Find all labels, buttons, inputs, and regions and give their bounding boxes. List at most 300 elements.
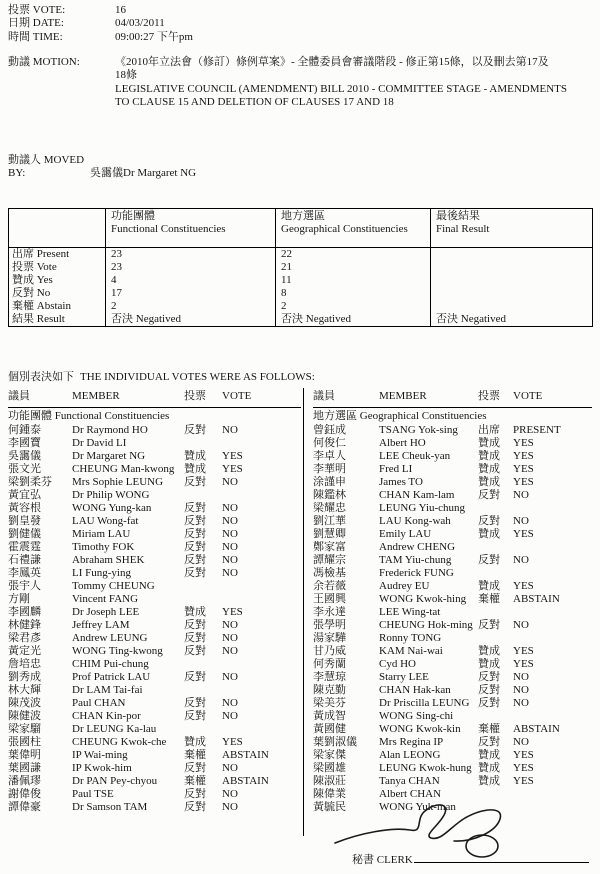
summary-row [9, 274, 593, 287]
member-vote-en: NO [222, 567, 238, 579]
member-vote-zh: 反對 [184, 424, 206, 436]
member-vote-row [8, 593, 301, 606]
member-name-zh: 鄭家富 [313, 541, 346, 553]
member-name-en: Dr Margaret NG [72, 450, 146, 462]
fc-header-en: Functional Constituencies [111, 223, 226, 235]
member-name-zh: 方剛 [8, 593, 30, 605]
member-vote-en: NO [513, 619, 529, 631]
member-name-zh: 石禮謙 [8, 554, 41, 566]
member-vote-row [313, 424, 592, 437]
member-name-en: Starry LEE [379, 671, 429, 683]
member-name-en: Prof Patrick LAU [72, 671, 151, 683]
member-name-zh: 劉秀成 [8, 671, 41, 683]
member-vote-zh: 棄權 [184, 775, 206, 787]
member-vote-zh: 反對 [478, 684, 500, 696]
member-name-zh: 劉江華 [313, 515, 346, 527]
votes-column-geographical [313, 390, 592, 814]
summary-fc-value: 17 [106, 287, 276, 300]
member-vote-row [8, 580, 301, 593]
fc-header-zh: 功能團體 [111, 210, 155, 222]
member-vote-row [8, 697, 301, 710]
member-vote-row [8, 658, 301, 671]
member-name-zh: 黃毓民 [313, 801, 346, 813]
member-vote-zh: 贊成 [478, 762, 500, 774]
member-vote-en: NO [222, 541, 238, 553]
member-name-en: Fred LI [379, 463, 413, 475]
member-vote-en: YES [222, 736, 243, 748]
member-vote-en [222, 684, 301, 697]
summary-final-value: 否決 Negatived [431, 313, 593, 327]
member-vote-zh: 贊成 [478, 749, 500, 761]
col-vote-en: VOTE [222, 390, 252, 402]
member-vote-zh: 反對 [184, 476, 206, 488]
member-vote-row [8, 619, 301, 632]
member-vote-en: NO [222, 788, 238, 800]
member-vote-en: NO [222, 645, 238, 657]
member-vote-en [222, 437, 301, 450]
motion-row [8, 56, 594, 110]
summary-header-gc [276, 209, 431, 248]
member-vote-zh [478, 632, 513, 645]
member-vote-en: NO [222, 528, 238, 540]
member-vote-row [8, 736, 301, 749]
member-vote-row [8, 476, 301, 489]
member-vote-en: NO [222, 762, 238, 774]
member-name-zh: 張國柱 [8, 736, 41, 748]
summary-final-value [431, 248, 593, 262]
member-name-en: Vincent FANG [72, 593, 139, 605]
member-vote-zh [184, 593, 222, 606]
member-vote-row [8, 567, 301, 580]
summary-gc-value: 21 [276, 261, 431, 274]
member-vote-zh: 贊成 [478, 437, 500, 449]
member-vote-en [513, 710, 592, 723]
summary-header-fc [106, 209, 276, 248]
member-vote-en: NO [513, 671, 529, 683]
member-name-en: Mrs Sophie LEUNG [72, 476, 164, 488]
member-vote-row [8, 502, 301, 515]
member-vote-en: YES [513, 580, 534, 592]
member-vote-row [8, 606, 301, 619]
member-name-zh: 譚耀宗 [313, 554, 346, 566]
member-name-en: CHAN Kin-por [72, 710, 141, 722]
col-vote-zh: 投票 [478, 390, 500, 402]
summary-table [8, 208, 593, 327]
member-name-zh: 梁耀忠 [313, 502, 346, 514]
member-vote-en [513, 606, 592, 619]
member-vote-en: NO [222, 710, 238, 722]
individual-votes-intro [8, 371, 315, 384]
member-vote-en: NO [222, 671, 238, 683]
member-name-zh: 馮檢基 [313, 567, 346, 579]
member-vote-row [8, 645, 301, 658]
member-vote-en: NO [513, 697, 529, 709]
member-vote-en [222, 723, 301, 736]
section-geographical-constituencies: 地方選區 Geographical Constituencies [313, 410, 487, 422]
member-name-en: CHEUNG Kwok-che [72, 736, 167, 748]
member-vote-en: YES [222, 463, 243, 475]
clerk-label: 秘書 CLERK [352, 854, 413, 866]
member-vote-en: YES [513, 450, 534, 462]
summary-gc-value: 11 [276, 274, 431, 287]
member-vote-zh: 反對 [478, 736, 500, 748]
member-name-en: Andrew CHENG [379, 541, 456, 553]
member-vote-zh [184, 489, 222, 502]
member-name-en: CHEUNG Man-kwong [72, 463, 175, 475]
member-name-zh: 霍震霆 [8, 541, 41, 553]
member-vote-zh: 贊成 [478, 476, 500, 488]
member-name-en: Tanya CHAN [379, 775, 440, 787]
member-vote-en: NO [222, 515, 238, 527]
member-name-zh: 陳健波 [8, 710, 41, 722]
member-vote-row [313, 554, 592, 567]
member-name-en: CHEUNG Hok-ming [379, 619, 473, 631]
final-header-zh: 最後結果 [436, 210, 480, 222]
member-vote-en: NO [222, 801, 238, 813]
clerk-signature-line [414, 851, 589, 863]
summary-header-row [9, 209, 593, 248]
member-name-zh: 梁美芬 [313, 697, 346, 709]
member-vote-row [8, 788, 301, 801]
member-vote-en: YES [513, 463, 534, 475]
member-name-zh: 謝偉俊 [8, 788, 41, 800]
member-vote-zh: 反對 [184, 788, 206, 800]
member-vote-en: NO [222, 697, 238, 709]
member-vote-en [222, 658, 301, 671]
member-vote-zh [478, 606, 513, 619]
col-member-en: MEMBER [72, 390, 120, 402]
member-vote-en: ABSTAIN [513, 593, 560, 605]
member-name-en: LAU Wong-fat [72, 515, 139, 527]
member-vote-en: NO [513, 684, 529, 696]
motion-text [115, 56, 594, 110]
member-name-zh: 王國興 [313, 593, 346, 605]
member-vote-row [313, 567, 592, 580]
member-name-en: Dr Priscilla LEUNG [379, 697, 470, 709]
summary-gc-value: 2 [276, 300, 431, 313]
member-vote-en: ABSTAIN [222, 775, 269, 787]
votes-right-header [313, 390, 592, 408]
member-vote-zh [478, 541, 513, 554]
member-name-zh: 何俊仁 [313, 437, 346, 449]
column-divider-line [303, 388, 304, 836]
date-row [8, 17, 193, 30]
member-name-zh: 葉偉明 [8, 749, 41, 761]
member-name-en: Ronny TONG [379, 632, 442, 644]
member-vote-zh [184, 684, 222, 697]
member-vote-row [313, 450, 592, 463]
member-name-zh: 黃成智 [313, 710, 346, 722]
member-name-en: Dr Joseph LEE [72, 606, 140, 618]
member-name-en: Abraham SHEK [72, 554, 145, 566]
member-vote-row [8, 775, 301, 788]
member-name-zh: 陳鑑林 [313, 489, 346, 501]
member-vote-en [513, 788, 592, 801]
member-vote-zh: 贊成 [478, 528, 500, 540]
member-vote-zh: 反對 [184, 762, 206, 774]
summary-row-label: 出席 Present [12, 248, 70, 260]
member-vote-zh: 反對 [184, 619, 206, 631]
member-name-zh: 曾鈺成 [313, 424, 346, 436]
motion-label: 動議 MOTION: [8, 56, 80, 68]
member-vote-row [313, 697, 592, 710]
member-vote-zh: 棄權 [478, 593, 500, 605]
member-name-en: WONG Yuk-man [379, 801, 456, 813]
member-name-zh: 黃宜弘 [8, 489, 41, 501]
member-vote-en: YES [513, 775, 534, 787]
member-name-zh: 葉國謙 [8, 762, 41, 774]
motion-en-line1: LEGISLATIVE COUNCIL (AMENDMENT) BILL 2010 - COMMITTEE STAGE - AMENDMENTS [115, 82, 568, 95]
member-name-zh: 李慧琼 [313, 671, 346, 683]
summary-row [9, 313, 593, 327]
member-name-zh: 余若薇 [313, 580, 346, 592]
member-name-zh: 何鍾泰 [8, 424, 41, 436]
member-vote-row [8, 450, 301, 463]
member-vote-row [8, 463, 301, 476]
member-name-zh: 詹培忠 [8, 658, 41, 670]
member-name-en: LI Fung-ying [72, 567, 131, 579]
member-name-en: Dr David LI [72, 437, 127, 449]
member-name-zh: 陳偉業 [313, 788, 346, 800]
member-vote-row [8, 632, 301, 645]
summary-final-value [431, 300, 593, 313]
member-name-en: Jeffrey LAM [72, 619, 130, 631]
member-name-en: Dr Samson TAM [72, 801, 148, 813]
member-vote-zh: 反對 [478, 619, 500, 631]
member-name-zh: 林大輝 [8, 684, 41, 696]
gc-header-zh: 地方選區 [281, 210, 325, 222]
member-vote-row [8, 801, 301, 814]
member-name-en: CHAN Kam-lam [379, 489, 455, 501]
member-vote-zh: 棄權 [478, 723, 500, 735]
member-vote-zh: 贊成 [478, 775, 500, 787]
member-name-en: Mrs Regina IP [379, 736, 444, 748]
member-name-zh: 陳茂波 [8, 697, 41, 709]
member-vote-zh: 贊成 [184, 463, 206, 475]
member-vote-en [513, 567, 592, 580]
member-name-en: LEUNG Yiu-chung [379, 502, 466, 514]
member-vote-row [8, 541, 301, 554]
summary-row [9, 261, 593, 274]
member-name-zh: 梁家騮 [8, 723, 41, 735]
summary-row [9, 287, 593, 300]
member-name-en: Dr Raymond HO [72, 424, 148, 436]
member-name-en: Dr PAN Pey-chyou [72, 775, 158, 787]
summary-row-label: 反對 No [12, 287, 51, 299]
member-name-zh: 葉劉淑儀 [313, 736, 357, 748]
member-vote-row [313, 762, 592, 775]
member-name-zh: 張學明 [313, 619, 346, 631]
summary-final-value [431, 274, 593, 287]
summary-fc-value: 23 [106, 248, 276, 262]
member-name-zh: 劉健儀 [8, 528, 41, 540]
member-name-en: Albert HO [379, 437, 426, 449]
member-vote-zh: 反對 [478, 697, 500, 709]
member-name-en: WONG Sing-chi [379, 710, 454, 722]
member-vote-row [313, 619, 592, 632]
member-name-en: TAM Yiu-chung [379, 554, 452, 566]
member-vote-zh: 反對 [184, 515, 206, 527]
member-vote-zh: 反對 [184, 567, 206, 579]
date-label: 日期 DATE: [8, 17, 64, 30]
summary-row-label: 贊成 Yes [12, 274, 53, 286]
member-vote-en: ABSTAIN [513, 723, 560, 735]
summary-row-label: 投票 Vote [12, 261, 57, 273]
member-vote-en [513, 502, 592, 515]
member-vote-zh: 贊成 [478, 658, 500, 670]
member-vote-row [8, 528, 301, 541]
member-name-en: Albert CHAN [379, 788, 442, 800]
member-vote-row [8, 515, 301, 528]
member-name-zh: 涂謹申 [313, 476, 346, 488]
member-vote-en: NO [222, 476, 238, 488]
motion-zh-line1: 《2010年立法會（修訂）條例草案》- 全體委員會審議階段 - 修正第15條，以及刪去第17及 [115, 56, 549, 68]
member-name-en: LEE Cheuk-yan [379, 450, 451, 462]
member-vote-en: ABSTAIN [222, 749, 269, 761]
member-vote-en [513, 541, 592, 554]
member-vote-zh: 反對 [184, 554, 206, 566]
summary-row [9, 248, 593, 262]
member-vote-zh: 反對 [184, 801, 206, 813]
member-vote-row [8, 554, 301, 567]
member-vote-en: NO [222, 619, 238, 631]
member-name-en: Dr LAM Tai-fai [72, 684, 143, 696]
member-vote-en: YES [513, 749, 534, 761]
member-vote-en: NO [222, 502, 238, 514]
summary-final-value [431, 287, 593, 300]
member-vote-row [8, 710, 301, 723]
member-vote-zh: 反對 [478, 515, 500, 527]
summary-gc-value: 8 [276, 287, 431, 300]
member-name-en: TSANG Yok-sing [379, 424, 458, 436]
summary-fc-value: 23 [106, 261, 276, 274]
member-vote-en: NO [222, 424, 238, 436]
member-name-zh: 陳淑莊 [313, 775, 346, 787]
intro-en: THE INDIVIDUAL VOTES WERE AS FOLLOWS: [80, 371, 315, 383]
member-vote-zh [478, 567, 513, 580]
votes-left-rows [8, 424, 301, 814]
member-vote-row [8, 424, 301, 437]
member-name-en: WONG Yung-kan [72, 502, 152, 514]
member-vote-en: YES [513, 528, 534, 540]
member-vote-en: YES [513, 762, 534, 774]
member-name-en: WONG Ting-kwong [72, 645, 163, 657]
member-name-en: WONG Kwok-hing [379, 593, 467, 605]
col-member-zh: 議員 [313, 390, 335, 402]
member-vote-row [8, 762, 301, 775]
member-name-en: James TO [379, 476, 423, 488]
summary-fc-value: 否決 Negatived [106, 313, 276, 327]
member-vote-row [313, 541, 592, 554]
summary-gc-value: 22 [276, 248, 431, 262]
member-vote-row [313, 593, 592, 606]
member-vote-row [313, 437, 592, 450]
member-vote-zh: 贊成 [184, 736, 206, 748]
member-name-zh: 梁君彥 [8, 632, 41, 644]
member-name-zh: 梁家傑 [313, 749, 346, 761]
member-name-en: Dr LEUNG Ka-lau [72, 723, 157, 735]
member-name-zh: 李國寶 [8, 437, 41, 449]
member-name-en: WONG Kwok-kin [379, 723, 461, 735]
member-vote-en: NO [513, 515, 529, 527]
member-vote-zh: 贊成 [478, 463, 500, 475]
member-vote-en: NO [513, 489, 529, 501]
member-vote-en [513, 801, 592, 814]
member-vote-zh [184, 723, 222, 736]
member-name-en: CHAN Hak-kan [379, 684, 451, 696]
member-vote-row [313, 775, 592, 788]
member-vote-en [222, 580, 301, 593]
summary-row-label: 棄權 Abstain [12, 300, 71, 312]
member-vote-zh: 反對 [478, 489, 500, 501]
member-name-en: Andrew LEUNG [72, 632, 148, 644]
member-vote-zh: 反對 [184, 541, 206, 553]
member-vote-zh: 反對 [478, 554, 500, 566]
member-vote-row [313, 723, 592, 736]
member-vote-row [313, 671, 592, 684]
member-vote-zh: 贊成 [184, 450, 206, 462]
member-vote-row [313, 476, 592, 489]
member-vote-row [8, 723, 301, 736]
member-name-zh: 甘乃威 [313, 645, 346, 657]
member-vote-row [8, 749, 301, 762]
summary-gc-value: 否決 Negatived [276, 313, 431, 327]
member-vote-zh: 贊成 [478, 580, 500, 592]
moved-by-label: 動議人 MOVED BY: [8, 154, 85, 179]
member-vote-zh: 贊成 [478, 450, 500, 462]
vote-number-value: 16 [115, 4, 126, 16]
member-vote-en: NO [513, 554, 529, 566]
member-vote-zh: 出席 [478, 424, 500, 436]
member-name-en: Audrey EU [379, 580, 430, 592]
member-vote-zh [184, 658, 222, 671]
member-vote-row [313, 489, 592, 502]
member-name-zh: 何秀蘭 [313, 658, 346, 670]
member-name-zh: 李華明 [313, 463, 346, 475]
member-vote-row [313, 710, 592, 723]
member-vote-zh: 反對 [184, 645, 206, 657]
summary-header-final [431, 209, 593, 248]
member-name-zh: 潘佩璆 [8, 775, 41, 787]
member-vote-en: PRESENT [513, 424, 561, 436]
member-vote-zh: 反對 [184, 710, 206, 722]
member-name-en: Emily LAU [379, 528, 432, 540]
member-vote-zh: 反對 [184, 502, 206, 514]
time-row [8, 31, 193, 44]
member-name-en: Dr Philip WONG [72, 489, 150, 501]
member-name-zh: 李鳳英 [8, 567, 41, 579]
member-vote-row [313, 645, 592, 658]
member-name-zh: 劉皇發 [8, 515, 41, 527]
votes-left-header [8, 390, 301, 408]
col-member-zh: 議員 [8, 390, 30, 402]
moved-by-value: 吳靄儀Dr Margaret NG [90, 167, 197, 179]
moved-by-row [8, 154, 196, 180]
member-vote-en [222, 593, 301, 606]
votes-right-rows [313, 424, 592, 814]
document-meta [8, 4, 193, 44]
member-name-en: IP Wai-ming [72, 749, 128, 761]
member-name-zh: 梁國雄 [313, 762, 346, 774]
motion-en-line2: TO CLAUSE 15 AND DELETION OF CLAUSES 17 AND 18 [115, 96, 394, 109]
member-vote-zh [478, 502, 513, 515]
member-name-zh: 李國麟 [8, 606, 41, 618]
member-vote-row [313, 463, 592, 476]
member-vote-zh: 反對 [184, 632, 206, 644]
time-value: 09:00:27 下午pm [115, 30, 193, 43]
member-vote-row [8, 489, 301, 502]
member-vote-en: YES [222, 606, 243, 618]
